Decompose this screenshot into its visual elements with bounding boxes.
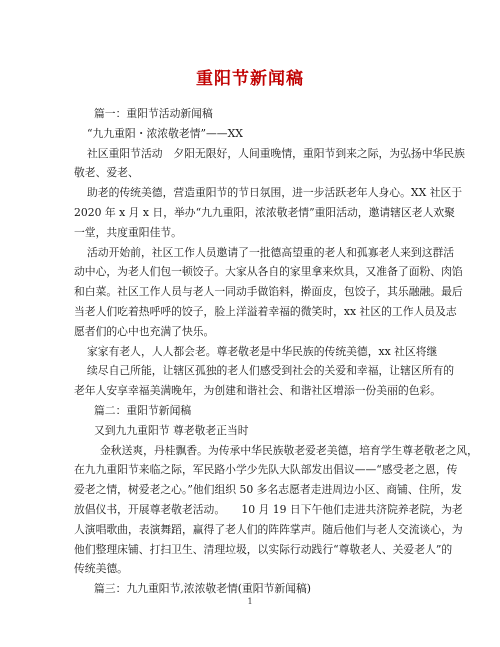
paragraph-line: 老年人安享幸福美满晚年，为创建和谐社会、和谐社区增添一份美丽的色彩。 [74, 384, 442, 398]
paragraph-line: 活动开始前，社区工作人员邀请了一批德高望重的老人和孤寡老人来到这群活 [87, 245, 455, 259]
section-heading: 篇一：重阳节活动新闻稿 [94, 107, 213, 120]
page-number: 1 [247, 597, 253, 606]
section-heading: 篇三：九九重阳节,浓浓敬老情(重阳节新闻稿) [94, 582, 311, 596]
paragraph-line: 他们整理床铺、打扫卫生、清理垃圾，以实际行动践行“尊敬老人、关爱老人”的 [74, 542, 453, 556]
document-title: 重阳节新闻稿 [196, 69, 304, 89]
paragraph-line: 动中心，为老人们包一顿饺子。大家从各自的家里拿来炊具，又准备了面粉、肉馅 [74, 265, 463, 279]
paragraph-line: 传统美德。 [74, 562, 128, 576]
paragraph-line: 一堂，共度重阳佳节。 [74, 225, 182, 239]
paragraph-line: 放倡仪书，开展尊老敬老活动。 10 月 19 日下午他们走进共济院养老院，为老 [74, 502, 463, 516]
paragraph-line: 愿者们的心中也充满了快乐。 [74, 324, 215, 338]
paragraph-line: 人演唱歌曲，表演舞蹈，赢得了老人们的阵阵掌声。随后他们与老人交流谈心，为 [74, 522, 463, 536]
section-heading: 篇二：重阳节新闻稿 [94, 403, 192, 417]
paragraph-line: 在九九重阳节来临之际，军民路小学少先队大队部发出倡议——“感受老之恩，传 [74, 463, 458, 477]
paragraph-line: 助老的传统美德，营造重阳节的节日氛围，进一步活跃老年人身心。XX 社区于 [87, 186, 463, 200]
paragraph-line: 2020 年 x 月 x 日，举办“九九重阳，浓浓敬老情”重阳活动，邀请辖区老人欢聚 [74, 205, 455, 219]
paragraph-line: 家家有老人，人人都会老。尊老敬老是中华民族的传统美德，xx 社区将继 [87, 344, 438, 358]
document-body [74, 104, 478, 599]
paragraph-line: 和白菜。社区工作人员与老人一同动手做馅料，擀面皮，包饺子，其乐融融。最后 [74, 285, 463, 299]
paragraph-line: 当老人们吃着热呼呼的饺子，脸上洋溢着幸福的微笑时，xx 社区的工作人员及志 [74, 304, 457, 318]
paragraph-line: 续尽自己所能，让辖区孤独的老人们感受到社会的关爱和幸福，让辖区所有的 [87, 364, 455, 378]
paragraph-line: 爱老之情，树爱老之心。”他们组织 50 多名志愿者走进周边小区、商铺、住所，发 [74, 483, 462, 497]
paragraph-line: 金秋送爽，丹桂飘香。为传承中华民族敬老爱老美德，培育学生尊老敬老之风， [100, 443, 478, 457]
paragraph-line: “九九重阳・浓浓敬老情”——XX [87, 126, 243, 140]
paragraph-line: 敬老、爱老、 [74, 166, 139, 180]
paragraph-line: 社区重阳节活动 夕阳无限好，人间重晚情，重阳节到来之际，为弘扬中华民族 [87, 146, 465, 160]
paragraph-line: 又到九九重阳节 尊老敬老正当时 [94, 423, 249, 437]
